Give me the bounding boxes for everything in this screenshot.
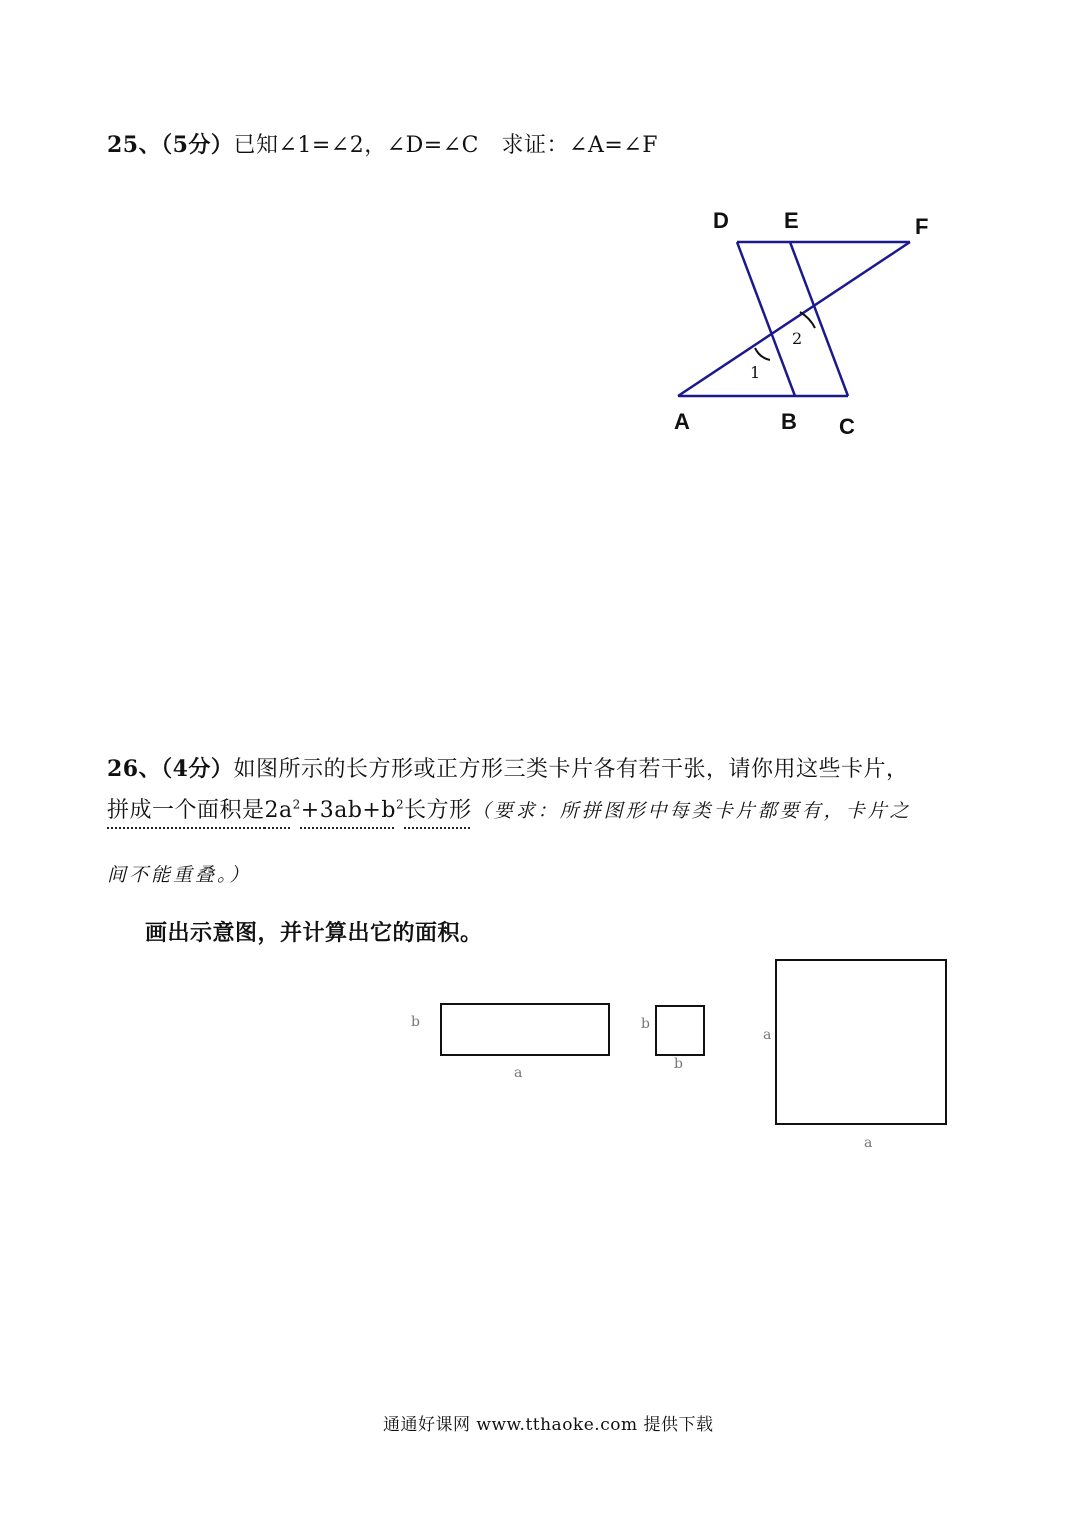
card-rect-bottom-label: a <box>514 1065 523 1081</box>
label-c: C <box>839 414 855 439</box>
card-rect-side-label: b <box>411 1014 420 1030</box>
line-ec <box>790 242 848 396</box>
q26-number: 26、 <box>107 756 162 782</box>
q25-line <box>107 128 658 159</box>
q26-instruction: 画出示意图，并计算出它的面积。 <box>145 920 483 946</box>
angle-2-arc <box>800 312 815 328</box>
card-big-side-label: a <box>763 1027 772 1043</box>
q26-line2-prefix: 拼成一个面积是 <box>107 798 265 823</box>
label-d: D <box>713 208 729 233</box>
footer-suffix: 提供下载 <box>643 1415 714 1435</box>
line-af <box>678 242 910 396</box>
q25-score: （5分） <box>161 132 234 158</box>
label-b: B <box>781 409 797 434</box>
q26-line2-suffix: 长方形 <box>404 798 472 823</box>
label-f: F <box>915 214 929 239</box>
q25-figure <box>660 200 960 450</box>
card-big-bottom-label: a <box>864 1135 873 1151</box>
q26-exp1: 2 <box>292 797 301 812</box>
card-square-b <box>656 1006 704 1055</box>
q26-score: （4分） <box>161 756 234 782</box>
q26-line1 <box>107 752 908 783</box>
angle-1-label: 1 <box>750 363 761 382</box>
footer-url: www.tthaoke.com <box>476 1415 638 1435</box>
card-rect-ab <box>441 1004 609 1055</box>
angle-1-arc <box>755 348 770 360</box>
label-a: A <box>674 409 690 434</box>
q26-exp2: 2 <box>395 797 405 812</box>
card-small-bottom-label: b <box>674 1056 683 1072</box>
q26-requirement-a: （要求：所拼图形中每类卡片都要有，卡片之 <box>471 800 912 822</box>
q25-text: 已知∠1=∠2，∠D=∠C 求证：∠A=∠F <box>233 133 658 158</box>
footer-site-name: 通通好课网 <box>383 1415 471 1435</box>
label-e: E <box>784 208 799 233</box>
q26-expr-3ab-b: +3ab+b <box>300 798 396 823</box>
q26-cards-figure <box>400 950 960 1160</box>
footer <box>383 1410 713 1435</box>
q26-line1-text: 如图所示的长方形或正方形三类卡片各有若干张，请你用这些卡片， <box>233 757 909 782</box>
q26-line2 <box>107 793 912 824</box>
q26-expr-2a: 2a <box>264 798 293 823</box>
line-db <box>737 242 795 396</box>
angle-2-label: 2 <box>792 329 803 348</box>
q26-requirement-b: 间不能重叠。） <box>107 864 252 886</box>
card-square-a <box>776 960 946 1124</box>
card-small-side-label: b <box>641 1016 650 1032</box>
q25-number: 25、 <box>107 132 162 158</box>
